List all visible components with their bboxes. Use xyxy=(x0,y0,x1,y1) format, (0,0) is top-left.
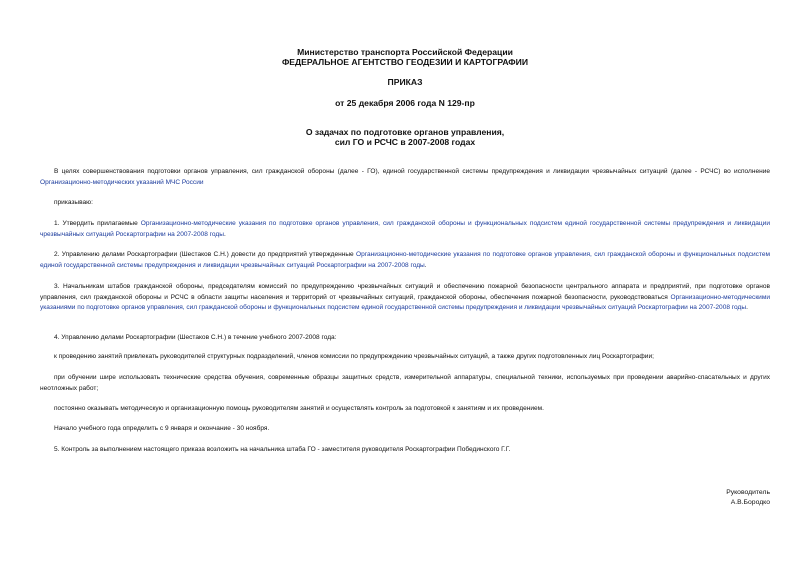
item-1-end: . xyxy=(223,230,226,238)
item-5-paragraph: 5. Контроль за выполнением настоящего приказа возложить на начальника штаба ГО - заместителя руководителя Роскартографии Побединского Г.Г. xyxy=(54,446,511,453)
document-date-number: от 25 декабря 2006 года N 129-пр xyxy=(335,98,475,108)
preamble-reference-link[interactable]: Организационно-методических указаний МЧС России xyxy=(40,178,204,186)
item-3-paragraph xyxy=(40,282,770,314)
item-3-text: 3. Начальникам штабов гражданской обороны, председателям комиссий по предупреждению чрезвычайных ситуаций и обеспечению пожарной безопасности центрального аппарата и предприятий, при подготовке органов управления, сил гражданской обороны и РСЧС в области защиты населения и территорий от чрезвычайных ситуаций, гражданской обороны, обеспечения пожарной безопасности, руководствоваться xyxy=(40,283,770,301)
preamble-text: В целях совершенствования подготовки органов управления, сил гражданской обороны (далее - ГО), единой государственной системы предупреждения и ликвидации чрезвычайных ситуаций (далее - РСЧС) во исполнение xyxy=(54,168,770,175)
item-3-end: . xyxy=(746,304,748,312)
item-3-reference-link[interactable]: Организационно-методическими указаниями по подготовке органов управления, сил гражданской обороны и функциональных подсистем единой государственной системы предупреждения и ликвидации чрезвычайных ситуаций Роскартографии на 2007-2008 годы xyxy=(40,293,770,312)
document-type: ПРИКАЗ xyxy=(387,77,423,87)
agency-name: ФЕДЕРАЛЬНОЕ АГЕНТСТВО ГЕОДЕЗИИ И КАРТОГРАФИИ xyxy=(281,57,529,67)
item-1-text: 1. Утвердить прилагаемые xyxy=(54,220,141,227)
item-4b-paragraph: при обучении шире использовать технические средства обучения, современные образцы защитных средств, измерительной аппаратуры, специальной техники, используемых при проведении аварийно-спасательных и других неотложных работ; xyxy=(40,374,770,392)
signature-role: Руководитель xyxy=(726,489,770,496)
document-title-line-2: сил ГО и РСЧС в 2007-2008 годах xyxy=(334,137,476,147)
order-word: приказываю: xyxy=(54,199,93,206)
item-2-paragraph xyxy=(40,250,770,271)
signature-name: А.В.Бородко xyxy=(730,499,770,506)
item-4d-paragraph: Начало учебного года определить с 9 января и окончание - 30 ноября. xyxy=(54,425,270,432)
preamble-paragraph xyxy=(40,167,770,188)
item-1-paragraph xyxy=(40,219,770,240)
ministry-name: Министерство транспорта Российской Федерации xyxy=(297,47,513,57)
item-4-paragraph: 4. Управлению делами Роскартографии (Шестаков С.Н.) в течение учебного 2007-2008 года: xyxy=(54,334,337,341)
item-2-end: . xyxy=(424,261,427,269)
item-1-reference-link[interactable]: Организационно-методические указания по подготовке органов управления, сил гражданской обороны и функциональных подсистем единой государственной системы предупреждения и ликвидации чрезвычайных ситуаций Роскартографии на 2007-2008 годы xyxy=(40,220,770,238)
item-2-reference-link[interactable]: Организационно-методические указания по подготовке органов управления, сил гражданской обороны и функциональных подсистем единой государственной системы предупреждения и ликвидации чрезвычайных ситуаций Роскартографии на 2007-2008 годы xyxy=(40,251,770,269)
item-4c-paragraph: постоянно оказывать методическую и организационную помощь руководителям занятий и осуществлять контроль за подготовкой к занятиям и их проведением. xyxy=(54,405,544,412)
item-2-text: 2. Управлению делами Роскартографии (Шестаков С.Н.) довести до предприятий утвержденные xyxy=(54,251,357,258)
item-4a-paragraph: к проведению занятий привлекать руководителей структурных подразделений, членов комиссии по предупреждению чрезвычайных ситуаций, а также других подготовленных лиц Роскартографии; xyxy=(54,353,654,360)
document-title-line-1: О задачах по подготовке органов управления, xyxy=(305,127,505,137)
